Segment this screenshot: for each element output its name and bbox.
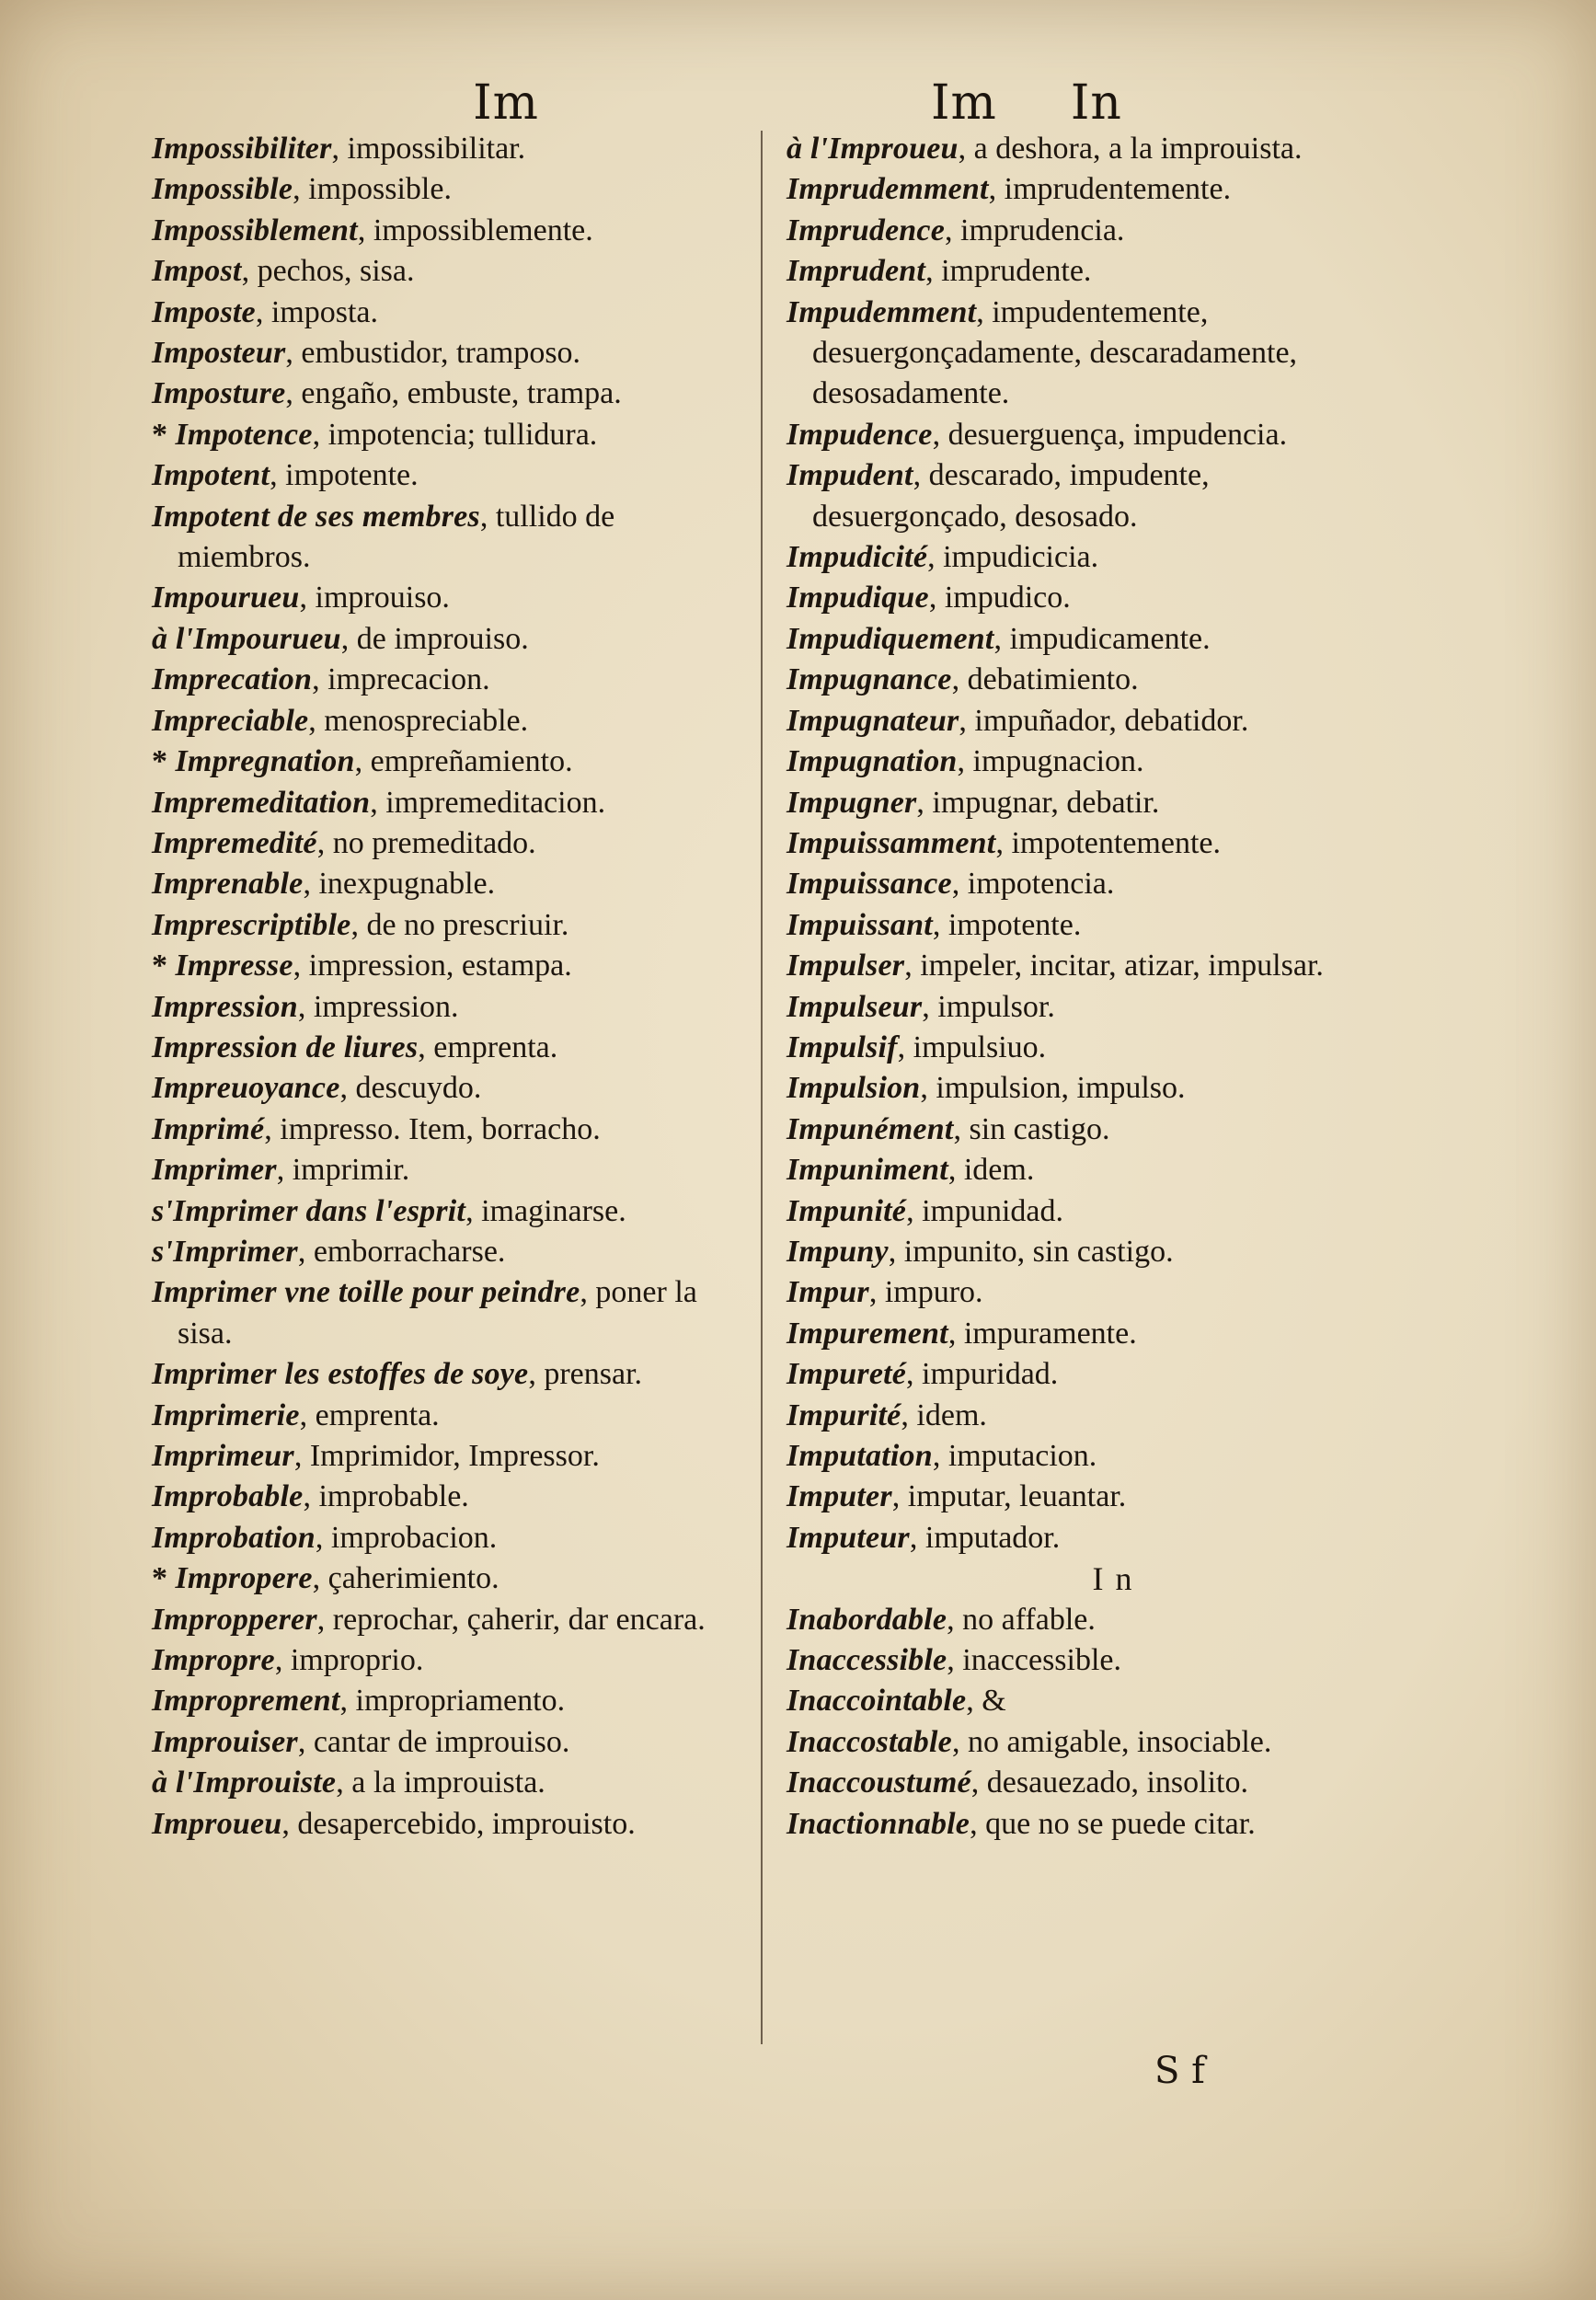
entry-headword: Imprecation [152, 662, 313, 697]
entry-headword: Imprudemment [787, 172, 989, 207]
entry [152, 1436, 741, 1477]
entry-headword: Impudicité [787, 540, 928, 575]
entry-translation: , de no prescriuir. [350, 907, 569, 942]
entry-headword: Inaccointable [787, 1684, 967, 1719]
entry-headword: à l'Impourueu [152, 621, 341, 656]
entry-headword: Improuiser [152, 1724, 298, 1759]
entry [152, 619, 741, 660]
entry [152, 1191, 741, 1232]
entry-headword: Impropere [175, 1561, 313, 1596]
entry-translation: , imprecacion. [312, 662, 490, 697]
entry-headword: Impuissant [787, 907, 933, 942]
entry-translation: , desauezado, insolito. [970, 1765, 1248, 1800]
entry [787, 455, 1384, 537]
entry-headword: Impudiquement [787, 621, 994, 656]
entry-headword: Impreuoyance [152, 1071, 340, 1106]
entry [152, 1722, 741, 1763]
entry [787, 1191, 1384, 1232]
entry [787, 1396, 1384, 1436]
entry-translation: , impugnar, debatir. [916, 785, 1160, 820]
entry-headword: Impugnance [787, 662, 952, 697]
entry-translation: , impossiblemente. [357, 213, 593, 247]
entry [787, 1600, 1384, 1640]
entry-headword: Imprescriptible [152, 907, 351, 942]
entry [152, 169, 741, 210]
entry [787, 415, 1384, 455]
entry-translation: , pechos, sisa. [241, 254, 415, 289]
entry-translation: , impression, estampa. [293, 949, 572, 983]
entry [152, 1232, 741, 1272]
entry-headword: Impuny [787, 1234, 889, 1269]
entry-translation: , empreñamiento. [354, 744, 573, 779]
entry [787, 1436, 1384, 1477]
entry-headword: Improbable [152, 1479, 304, 1514]
column-divider [761, 131, 763, 2044]
entry-headword: Impossible [152, 172, 293, 207]
entry-translation: , impotencia. [951, 867, 1115, 902]
entry-translation: , no amigable, insociable. [951, 1724, 1272, 1759]
entry-translation: , impremeditacion. [370, 785, 606, 820]
entry-headword: Impourueu [152, 581, 300, 615]
entry [787, 1640, 1384, 1681]
entry-translation: , impunidad. [906, 1193, 1064, 1228]
entry-translation: , embustidor, tramposo. [285, 336, 581, 371]
entry-translation: , impuridad. [906, 1357, 1059, 1392]
entry [787, 1354, 1384, 1395]
entry-headword: Impost [152, 254, 242, 289]
entry [787, 619, 1384, 660]
entry [152, 1068, 741, 1109]
entry-headword: Impotence [175, 417, 313, 452]
entry-translation: , sin castigo. [953, 1111, 1110, 1146]
entry-headword: Imposte [152, 294, 256, 329]
entry-marker: * [152, 1561, 176, 1596]
entry [152, 946, 741, 986]
entry-headword: Impudique [787, 581, 929, 615]
entry-translation: , idem. [947, 1153, 1035, 1188]
entry-translation: , prensar. [528, 1357, 643, 1392]
entry-translation: , impossible. [293, 172, 452, 207]
entry [787, 578, 1384, 618]
entry-headword: Impudemment [787, 294, 977, 329]
entry-translation: , impuro. [868, 1275, 983, 1310]
right-running-head-b: In [1070, 75, 1122, 131]
entry-headword: Impression [152, 989, 298, 1024]
entry-headword: Improbation [152, 1520, 316, 1555]
section-heading: I n [1092, 1560, 1134, 1598]
entry-headword: Impudent [787, 458, 913, 493]
entry-translation: , improprio. [274, 1643, 424, 1678]
entry-translation: , impression. [297, 989, 459, 1024]
entry-headword: Impulsif [787, 1029, 898, 1064]
entry-headword: Impurement [787, 1316, 948, 1351]
entry-headword: Impureté [787, 1357, 907, 1392]
entry [152, 455, 741, 496]
entry-translation: , impeler, incitar, atizar, impulsar. [904, 949, 1324, 983]
entry-headword: s'Imprimer dans l'esprit [152, 1193, 466, 1228]
entry [787, 905, 1384, 946]
entry [152, 1681, 741, 1721]
entry-translation: , idem. [901, 1397, 987, 1432]
right-running-head [931, 75, 1234, 131]
entry [152, 129, 741, 169]
entry [152, 864, 741, 904]
entry-headword: Imprudent [787, 254, 926, 289]
entry [152, 415, 741, 455]
entry-headword: Imprimé [152, 1111, 265, 1146]
entry-headword: Inabordable [787, 1602, 947, 1637]
entry [152, 1640, 741, 1681]
entry-translation: , reprochar, çaherir, dar encara. [316, 1602, 706, 1637]
entry-headword: Impur [787, 1275, 869, 1310]
entry-marker: * [152, 949, 176, 983]
entry-translation: , no premeditado. [316, 825, 536, 860]
entry [152, 783, 741, 823]
entry-translation: , imputacion. [932, 1439, 1097, 1473]
entry-headword: à l'Improuiste [152, 1765, 337, 1800]
entry [787, 537, 1384, 578]
entry-translation: , impropriamento. [339, 1684, 566, 1719]
entry [152, 1600, 741, 1640]
entry-translation: , imaginarse. [465, 1193, 626, 1228]
entry-translation: , impudicamente. [993, 621, 1211, 656]
entry [787, 1314, 1384, 1354]
entry-translation: , engaño, embuste, trampa. [285, 376, 622, 411]
entry-headword: Imprimer les estoffes de soye [152, 1357, 529, 1392]
entry [787, 129, 1384, 169]
entry-translation: , imprudencia. [945, 213, 1125, 247]
entry-translation: , inaccessible. [947, 1643, 1122, 1678]
left-running-head: Im [473, 75, 539, 131]
entry-translation: , impugnacion. [957, 744, 1144, 779]
entry-translation: , improuiso. [299, 581, 450, 615]
entry-headword: Impremedité [152, 825, 317, 860]
entry-translation: , impuñador, debatidor. [959, 703, 1249, 738]
entry-headword: à l'Improueu [787, 132, 959, 166]
entry-translation: , impulsor. [922, 989, 1055, 1024]
entry-translation: , Imprimidor, Impressor. [293, 1439, 600, 1473]
entry-headword: Impremeditation [152, 785, 371, 820]
entry-translation: , emprenta. [418, 1029, 558, 1064]
entry-headword: Imposture [152, 376, 286, 411]
entry [152, 497, 741, 579]
entry-translation: , impotentemente. [995, 825, 1221, 860]
entry-translation: , emprenta. [299, 1397, 440, 1432]
entry-headword: Impuissamment [787, 825, 996, 860]
entry-translation: , impudentemente, desuergonçadamente, descaradamente, desosadamente. [812, 294, 1298, 411]
right-column [787, 129, 1384, 1845]
entry-marker: * [152, 417, 176, 452]
entry-headword: Imputation [787, 1439, 933, 1473]
entry-headword: Impossibiliter [152, 132, 332, 166]
entry-headword: Impuniment [787, 1153, 948, 1188]
entry-translation: , imprudente. [925, 254, 1092, 289]
entry-translation: , impudico. [928, 581, 1071, 615]
entry [152, 701, 741, 742]
entry-translation: , desuerguença, impudencia. [932, 417, 1288, 452]
right-running-head-a: Im [931, 75, 997, 131]
entry-translation: , debatimiento. [951, 662, 1139, 697]
entry-headword: Impossiblement [152, 213, 358, 247]
entry-translation: , imposta. [255, 294, 379, 329]
entry-headword: Imprimer vne toille pour peindre [152, 1275, 580, 1310]
entry [787, 1150, 1384, 1190]
entry-marker: * [152, 744, 176, 779]
entry [787, 660, 1384, 700]
entry [152, 374, 741, 414]
entry-headword: Imprimerie [152, 1397, 300, 1432]
entry-translation: , imputador. [909, 1520, 1061, 1555]
entry-headword: Inaccoustumé [787, 1765, 971, 1800]
entry-translation: , cantar de improuiso. [297, 1724, 570, 1759]
entry-headword: Imprenable [152, 867, 304, 902]
entry [787, 783, 1384, 823]
entry-translation: , impotencia; tullidura. [312, 417, 598, 452]
entry-translation: , imputar, leuantar. [891, 1479, 1127, 1514]
entry [152, 1110, 741, 1150]
entry-translation: , impresso. Item, borracho. [264, 1111, 601, 1146]
entry-headword: Impugnation [787, 744, 958, 779]
entry-headword: Inactionnable [787, 1806, 970, 1841]
entry [152, 1150, 741, 1190]
entry [152, 578, 741, 618]
entry [787, 293, 1384, 415]
entry [787, 946, 1384, 986]
entry-headword: Improueu [152, 1806, 282, 1841]
entry-translation: , imprimir. [276, 1153, 410, 1188]
entry-headword: Impression de liures [152, 1029, 419, 1064]
entry-translation: , impossibilitar. [331, 132, 526, 166]
entry-translation: , descuydo. [339, 1071, 482, 1106]
entry-headword: Imprimer [152, 1153, 277, 1188]
entry-translation: , a deshora, a la improuista. [958, 132, 1303, 166]
entry-translation: , çaherimiento. [312, 1561, 499, 1596]
entry [152, 1028, 741, 1068]
entry-headword: s'Imprimer [152, 1234, 298, 1269]
entry-translation: , a la improuista. [336, 1765, 545, 1800]
entry [152, 333, 741, 374]
entry-translation: , inexpugnable. [303, 867, 496, 902]
entry-translation: , impotente. [270, 458, 419, 493]
entry [787, 742, 1384, 782]
entry-translation: , emborracharse. [297, 1234, 506, 1269]
entry-headword: Impulsion [787, 1071, 921, 1106]
entry [787, 1804, 1384, 1845]
entry [787, 1681, 1384, 1721]
entry [152, 1558, 741, 1599]
entry-headword: Imprudence [787, 213, 945, 247]
entry [787, 987, 1384, 1028]
entry-translation: , impuramente. [947, 1316, 1137, 1351]
entry [787, 1028, 1384, 1068]
entry [787, 211, 1384, 251]
entry-headword: Imputeur [787, 1520, 910, 1555]
entry-translation: , impulsion, impulso. [920, 1071, 1186, 1106]
entry [787, 1068, 1384, 1109]
entry-translation: , descarado, impudente, desuergonçado, desosado. [812, 458, 1210, 534]
entry-headword: Inaccostable [787, 1724, 952, 1759]
entry [152, 1804, 741, 1845]
entry-headword: Inaccessible [787, 1643, 947, 1678]
entry [152, 293, 741, 333]
entry-headword: Impulseur [787, 989, 923, 1024]
entry-translation: , impunito, sin castigo. [888, 1234, 1174, 1269]
entry-translation: , poner la sisa. [178, 1275, 697, 1351]
entry-translation: , improbable. [303, 1479, 469, 1514]
entry [787, 864, 1384, 904]
entry-headword: Impunité [787, 1193, 907, 1228]
entry [787, 1272, 1384, 1313]
entry [787, 1477, 1384, 1517]
entry-headword: Impregnation [175, 744, 355, 779]
entry [787, 701, 1384, 742]
entry-headword: Imprimeur [152, 1439, 294, 1473]
entry-headword: Impresse [175, 949, 293, 983]
entry-translation: , & [966, 1684, 1006, 1719]
entry [787, 1763, 1384, 1803]
entry [787, 251, 1384, 292]
entry [787, 1518, 1384, 1558]
entry [152, 251, 741, 292]
entry-headword: Impudence [787, 417, 933, 452]
entry-headword: Impotent [152, 458, 270, 493]
entry-translation: , no affable. [947, 1602, 1096, 1637]
entry [787, 1722, 1384, 1763]
entry [787, 1110, 1384, 1150]
entry-translation: , impudicicia. [927, 540, 1099, 575]
entry-translation: , impulsiuo. [897, 1029, 1047, 1064]
entry [787, 169, 1384, 210]
entry [152, 987, 741, 1028]
entry [787, 1232, 1384, 1272]
entry [787, 823, 1384, 864]
entry [152, 1272, 741, 1354]
entry-headword: Impreciable [152, 703, 309, 738]
entry-translation: , improbacion. [315, 1520, 498, 1555]
entry-headword: Impugner [787, 785, 917, 820]
entry-headword: Impunément [787, 1111, 954, 1146]
entry-translation: , tullido de miembros. [178, 499, 615, 575]
left-column [152, 129, 741, 1845]
entry [152, 905, 741, 946]
entry-headword: Impugnateur [787, 703, 959, 738]
entry-translation: , imprudentemente. [988, 172, 1232, 207]
entry-headword: Imputer [787, 1479, 892, 1514]
entry [152, 1354, 741, 1395]
entry-headword: Imposteur [152, 336, 286, 371]
entry-headword: Impulser [787, 949, 905, 983]
entry [152, 1396, 741, 1436]
entry-translation: , de improuiso. [340, 621, 529, 656]
entry-translation: , impotente. [932, 907, 1082, 942]
entry [152, 1518, 741, 1558]
entry [152, 660, 741, 700]
entry-headword: Improprement [152, 1684, 340, 1719]
entry-headword: Impropre [152, 1643, 275, 1678]
entry-headword: Impurité [787, 1397, 901, 1432]
entry [152, 1763, 741, 1803]
entry-headword: Impotent de ses membres [152, 499, 480, 534]
entry-headword: Impuissance [787, 867, 952, 902]
entry-translation: , menospreciable. [308, 703, 529, 738]
entry [152, 823, 741, 864]
entry-translation: , que no se puede citar. [970, 1806, 1256, 1841]
entry-translation: , desapercebido, improuisto. [281, 1806, 636, 1841]
entry [152, 1477, 741, 1517]
signature-mark: S f [1154, 2050, 1205, 2092]
entry [152, 211, 741, 251]
entry [152, 742, 741, 782]
entry-headword: Impropperer [152, 1602, 317, 1637]
